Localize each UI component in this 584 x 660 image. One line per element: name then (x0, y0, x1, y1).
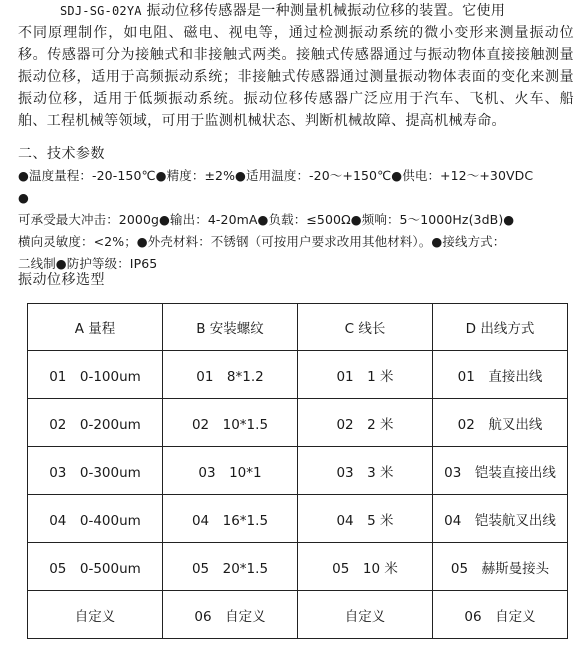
table-row (28, 399, 568, 447)
technical-params (18, 165, 578, 275)
table-row (28, 447, 568, 495)
intro-line1-text: 振动位移传感器是一种测量机械振动位移的装置。它使用 (141, 3, 506, 19)
table-cell: 05 0-500um (28, 543, 163, 591)
table-cell: 02 10*1.5 (163, 399, 298, 447)
table-cell: 02 0-200um (28, 399, 163, 447)
intro-paragraph (18, 0, 574, 132)
table-cell: 04 0-400um (28, 495, 163, 543)
table-cell: 05 10 米 (298, 543, 433, 591)
selection-title: 振动位移选型 (18, 272, 105, 288)
header-cable-length: C 线长 (298, 304, 433, 351)
table-cell: 03 铠装直接出线 (433, 447, 568, 495)
table-cell: 自定义 (298, 591, 433, 639)
table-row (28, 495, 568, 543)
table-cell: 01 0-100um (28, 351, 163, 399)
table-cell: 03 0-300um (28, 447, 163, 495)
params-line-4: 横向灵敏度：<2%；●外壳材料：不锈钢（可按用户要求改用其他材料）。●接线方式： (18, 234, 506, 249)
header-thread: B 安装螺纹 (163, 304, 298, 351)
table-row (28, 591, 568, 639)
table-cell: 04 5 米 (298, 495, 433, 543)
table-row (28, 543, 568, 591)
params-line-1: ●温度量程：-20-150℃●精度：±2%●适用温度：-20～+150℃●供电：+12～+30VDC (18, 168, 534, 183)
table-cell: 05 赫斯曼接头 (433, 543, 568, 591)
table-row (28, 351, 568, 399)
table-cell: 03 10*1 (163, 447, 298, 495)
table-header-row (28, 304, 568, 351)
table-cell: 自定义 (28, 591, 163, 639)
table-cell: 06 自定义 (433, 591, 568, 639)
table-cell: 04 铠装航叉出线 (433, 495, 568, 543)
table-cell: 01 直接出线 (433, 351, 568, 399)
intro-first-line (18, 0, 574, 22)
table-cell: 02 航叉出线 (433, 399, 568, 447)
header-range: A 量程 (28, 304, 163, 351)
table-cell: 02 2 米 (298, 399, 433, 447)
section-title: 二、技术参数 (18, 146, 105, 162)
header-outlet: D 出线方式 (433, 304, 568, 351)
table-cell: 05 20*1.5 (163, 543, 298, 591)
selection-table (27, 303, 568, 639)
params-line-5: 二线制●防护等级：IP65 (18, 256, 158, 271)
params-line-2: ● (18, 190, 30, 205)
table-cell: 01 8*1.2 (163, 351, 298, 399)
table-cell: 06 自定义 (163, 591, 298, 639)
model-number: SDJ-SG-02YA (60, 4, 142, 18)
table-cell: 01 1 米 (298, 351, 433, 399)
table-cell: 03 3 米 (298, 447, 433, 495)
intro-body-text: 不同原理制作，如电阻、磁电、视电等，通过检测振动系统的微小变形来测量振动位移。传感器可分为接触式和非接触式两类。接触式传感器通过与振动物体直接接触测量振动位移，适用于高频振动系统；非接触式传感器通过测量振动物体表面的变化来测量振动位移，适用于低频振动系统。振动位移传感器广泛应用于汽车、飞机、火车、船舶、工程机械等领域，可用于监测机械状态、判断机械故障、提高机械寿命。 (18, 25, 574, 129)
params-line-3: 可承受最大冲击：2000g●输出：4-20mA●负载：≤500Ω●频响：5～1000Hz(3dB)● (18, 212, 515, 227)
table-cell: 04 16*1.5 (163, 495, 298, 543)
